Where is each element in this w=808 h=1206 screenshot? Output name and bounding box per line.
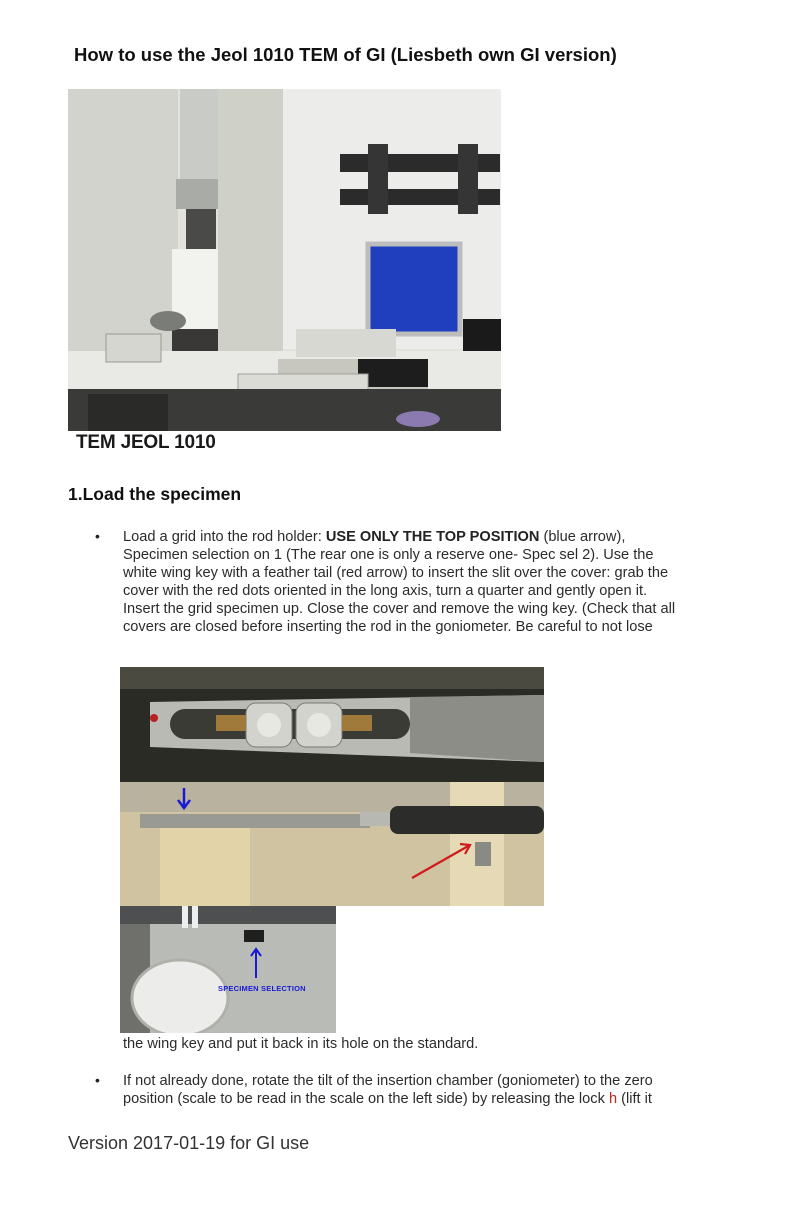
lock-letter-h: h xyxy=(608,1091,618,1107)
step2-line2-post: (lift it xyxy=(617,1091,652,1107)
step1-line: white wing key with a feather tail (red arrow) to insert the slit over the cover: grab the xyxy=(123,565,669,581)
page-title: How to use the Jeol 1010 TEM of GI (Liesbeth own GI version) xyxy=(74,44,617,65)
version-footer: Version 2017-01-19 for GI use xyxy=(68,1133,310,1153)
step1-continuation: the wing key and put it back in its hole on the standard. xyxy=(123,1036,479,1052)
bullet-icon: • xyxy=(95,528,100,544)
step1-text-pre: Load a grid into the rod holder: xyxy=(123,529,326,545)
specimen-selection-label: SPECIMEN SELECTION xyxy=(218,984,306,993)
specimen-selection-photo xyxy=(120,906,336,1033)
step1-line: Insert the grid specimen up. Close the cover and remove the wing key. (Check that all xyxy=(123,601,676,617)
step1-paragraph xyxy=(123,528,723,636)
step1-line: covers are closed before inserting the rod in the goniometer. Be careful to not lose xyxy=(123,619,653,635)
rod-holder-closeup-photo xyxy=(120,667,544,782)
bullet-icon: • xyxy=(95,1072,100,1088)
rod-holder-stand-photo xyxy=(120,782,544,906)
step1-emphasis: USE ONLY THE TOP POSITION xyxy=(325,529,540,545)
step2-line1: If not already done, rotate the tilt of the insertion chamber (goniometer) to the zero xyxy=(123,1073,653,1089)
step1-line: cover with the red dots oriented in the long axis, turn a quarter and gently open it. xyxy=(123,583,648,599)
step2-line2-pre: position (scale to be read in the scale on the left side) by releasing the lock xyxy=(123,1091,609,1107)
tem-microscope-photo xyxy=(68,89,501,431)
step1-line: (blue arrow), xyxy=(539,529,626,545)
step1-line: Specimen selection on 1 (The rear one is only a reserve one- Spec sel 2). Use the xyxy=(123,547,654,563)
section-heading: 1.Load the specimen xyxy=(68,484,242,504)
step2-paragraph xyxy=(123,1072,723,1108)
photo-caption: TEM JEOL 1010 xyxy=(76,432,216,453)
